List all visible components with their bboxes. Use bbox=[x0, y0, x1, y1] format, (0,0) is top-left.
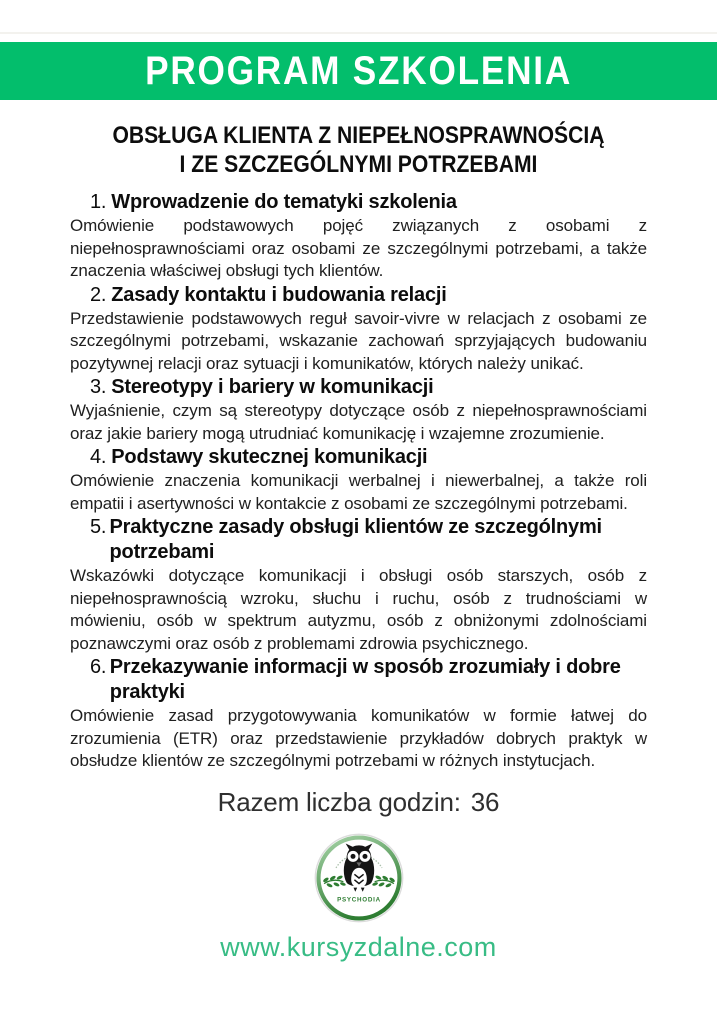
section-heading bbox=[70, 655, 647, 705]
section-number: 4. bbox=[90, 446, 107, 468]
section-number: 2. bbox=[90, 283, 107, 306]
program-section-2 bbox=[70, 283, 647, 376]
total-hours-label: Razem liczba godzin: bbox=[217, 786, 461, 817]
logo-badge-icon bbox=[313, 832, 405, 924]
course-title bbox=[105, 121, 613, 179]
section-title: Praktyczne zasady obsługi klientów ze szczególnymi potrzebami bbox=[109, 516, 602, 563]
program-section-5 bbox=[70, 515, 647, 655]
section-number: 3. bbox=[90, 376, 107, 398]
section-heading bbox=[70, 515, 647, 565]
section-description: Omówienie znaczenia komunikacji werbalnej i niewerbalnej, a także roli empatii i asertywności w kontakcie z osobami ze szczególnymi potrzebami. bbox=[70, 471, 647, 513]
section-description: Przedstawienie podstawowych reguł savoir-vivre w relacjach z osobami ze szczególnymi potrzebami, wskazanie zachowań sprzyjających budowaniu pozytywnej relacji oraz sytuacji i komunikatów, których należy unikać. bbox=[70, 308, 647, 373]
section-title: Przekazywanie informacji w sposób zrozumiały i dobre praktyki bbox=[109, 656, 621, 703]
psychodia-logo bbox=[70, 832, 647, 924]
website-link[interactable]: www.kursyzdalne.com bbox=[220, 931, 497, 962]
section-number: 6. bbox=[90, 656, 107, 678]
section-heading bbox=[70, 283, 647, 308]
section-list bbox=[70, 190, 647, 773]
section-title: Wprowadzenie do tematyki szkolenia bbox=[111, 191, 457, 213]
section-number: 1. bbox=[90, 191, 107, 213]
total-hours-value: 36 bbox=[470, 786, 500, 817]
section-number: 5. bbox=[90, 516, 107, 538]
total-hours bbox=[70, 787, 647, 818]
top-divider bbox=[0, 32, 717, 34]
course-title-line2: I ZE SZCZEGÓLNYMI POTRZEBAMI bbox=[179, 151, 538, 178]
section-description: Omówienie podstawowych pojęć związanych z osobami z niepełnosprawnościami oraz osobami ze szczególnymi potrzebami, a także znaczenia właściwej obsługi tych klientów. bbox=[70, 216, 647, 280]
course-title-line1: OBSŁUGA KLIENTA Z NIEPEŁNOSPRAWNOŚCIĄ bbox=[112, 122, 605, 149]
section-description: Wskazówki dotyczące komunikacji i obsługi osób starszych, osób z niepełnosprawnością wzroku, słuchu i ruchu, osób z trudnościami w mówieniu, osób w spektrum autyzmu, osób z obniżonymi zdolnościami poznawczymi oraz osób z problemami zdrowia psychicznego. bbox=[70, 566, 647, 653]
section-title: Stereotypy i bariery w komunikacji bbox=[111, 376, 434, 398]
logo-brand-text: PSYCHODIA bbox=[336, 895, 381, 903]
program-section-1 bbox=[70, 190, 647, 283]
section-description: Omówienie zasad przygotowywania komunikatów w formie łatwej do zrozumienia (ETR) oraz przedstawienie przykładów dobrych praktyk w obsłudze klientów ze szczególnymi potrzebami w różnych instytucjach. bbox=[70, 706, 647, 770]
program-section-6 bbox=[70, 655, 647, 773]
section-title: Podstawy skutecznej komunikacji bbox=[111, 446, 428, 468]
program-content bbox=[0, 100, 717, 963]
section-heading bbox=[70, 445, 647, 470]
section-heading bbox=[70, 375, 647, 400]
program-section-3 bbox=[70, 375, 647, 445]
section-heading bbox=[70, 190, 647, 215]
section-description: Wyjaśnienie, czym są stereotypy dotyczące osób z niepełnosprawnościami oraz jakie bariery mogą utrudniać komunikację i wzajemne zrozumienie. bbox=[70, 401, 647, 443]
banner-title: PROGRAM SZKOLENIA bbox=[145, 48, 572, 93]
section-title: Zasady kontaktu i budowania relacji bbox=[111, 283, 447, 306]
banner bbox=[0, 42, 717, 100]
program-section-4 bbox=[70, 445, 647, 515]
